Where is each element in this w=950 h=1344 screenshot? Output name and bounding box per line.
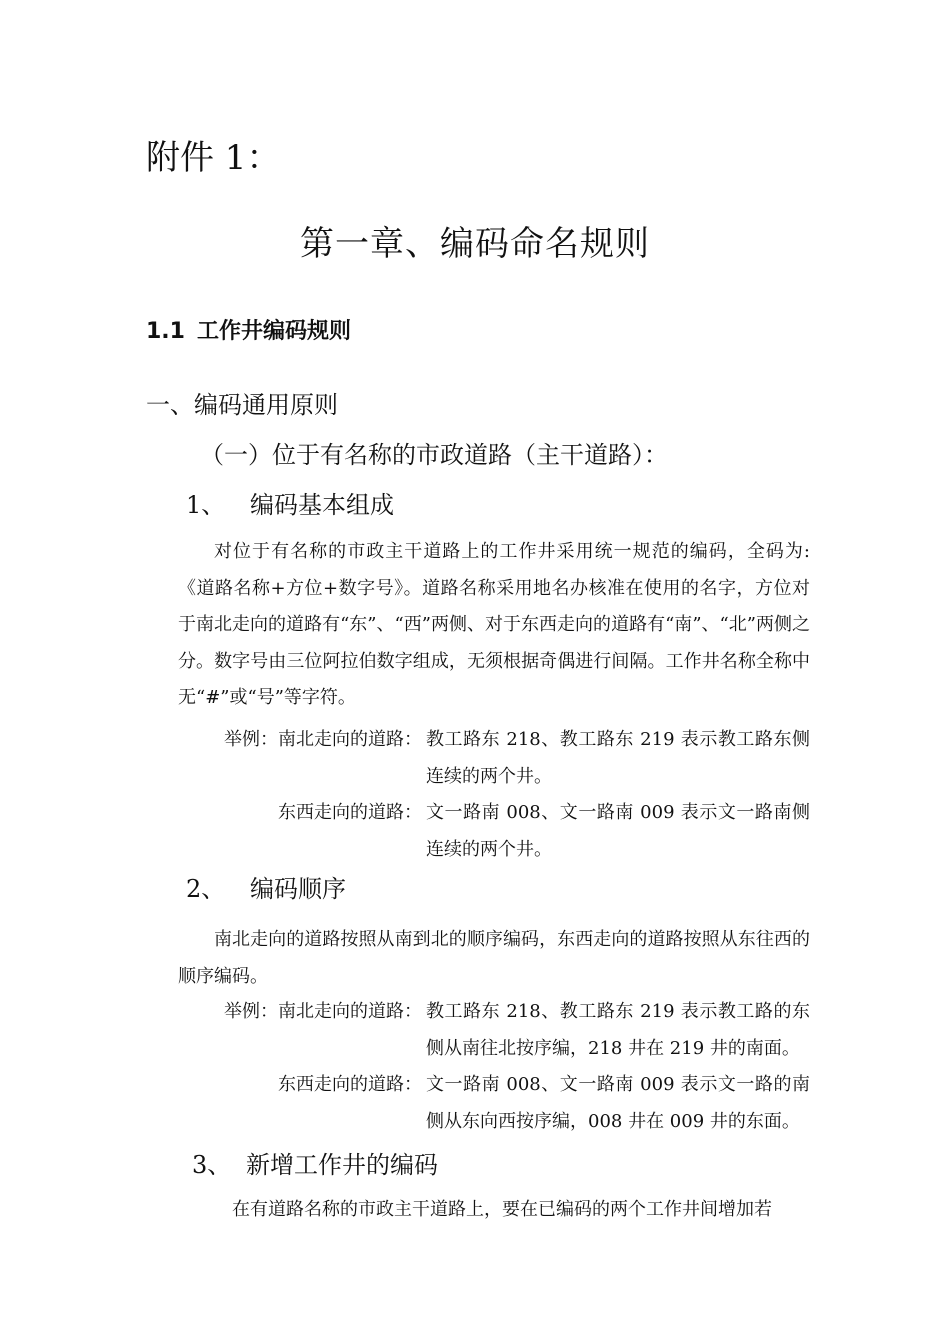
item3-title: 新增工作井的编码: [246, 1151, 438, 1179]
item2-example-text2: 文一路南 008、文一路南 009 表示文一路的南侧从东向西按序编，008 井在 009 井的东面。: [426, 1074, 810, 1132]
item1-heading: [186, 488, 394, 522]
item2-example-label2: 东西走向的道路：: [278, 1074, 422, 1095]
item1-example-text2: 文一路南 008、文一路南 009 表示文一路南侧连续的两个井。: [426, 802, 810, 860]
item1-example-text1: 教工路东 218、教工路东 219 表示教工路东侧连续的两个井。: [426, 729, 810, 787]
section-title: 工作井编码规则: [196, 319, 351, 344]
item2-example-text1: 教工路东 218、教工路东 219 表示教工路的东侧从南往北按序编，218 井在 219 井的南面。: [426, 1001, 810, 1059]
item1-number: 1、: [186, 491, 226, 519]
item1-title: 编码基本组成: [250, 491, 394, 519]
item2-title: 编码顺序: [250, 875, 346, 903]
section-number: 1.1: [146, 319, 185, 344]
item2-heading: [186, 872, 346, 906]
item2-number: 2、: [186, 875, 226, 903]
part-heading: 一、编码通用原则: [146, 391, 338, 419]
item3-number: 3、: [192, 1151, 232, 1179]
item1-paragraph: 对位于有名称的市政主干道路上的工作井采用统一规范的编码，全码为:《道路名称+方位+数字号》。道路名称采用地名办核准在使用的名字，方位对于南北走向的道路有“东”、“西”两侧、对于东西走向的道路有“南”、“北”两侧之分。数字号由三位阿拉伯数字组成，无须根据奇偶进行间隔。工作井名称全称中无“#”或“号”等字符。: [178, 541, 810, 708]
item3-paragraph: 在有道路名称的市政主干道路上，要在已编码的两个工作井间增加若: [232, 1199, 772, 1220]
section-heading: [146, 316, 351, 348]
item3-heading: [192, 1148, 438, 1182]
item1-example-label: 举例：南北走向的道路：: [224, 729, 422, 750]
item2-example-label: 举例：南北走向的道路：: [224, 1001, 422, 1022]
chapter-title: 第一章、编码命名规则: [300, 224, 650, 264]
item2-paragraph: 南北走向的道路按照从南到北的顺序编码，东西走向的道路按照从东往西的顺序编码。: [178, 929, 810, 987]
sub-heading: （一）位于有名称的市政道路（主干道路）：: [200, 441, 668, 469]
item2-examples: [0, 994, 950, 1140]
item1-example-label2: 东西走向的道路：: [278, 802, 422, 823]
item1-examples: [0, 722, 950, 868]
attachment-title: 附件 1：: [146, 138, 281, 178]
